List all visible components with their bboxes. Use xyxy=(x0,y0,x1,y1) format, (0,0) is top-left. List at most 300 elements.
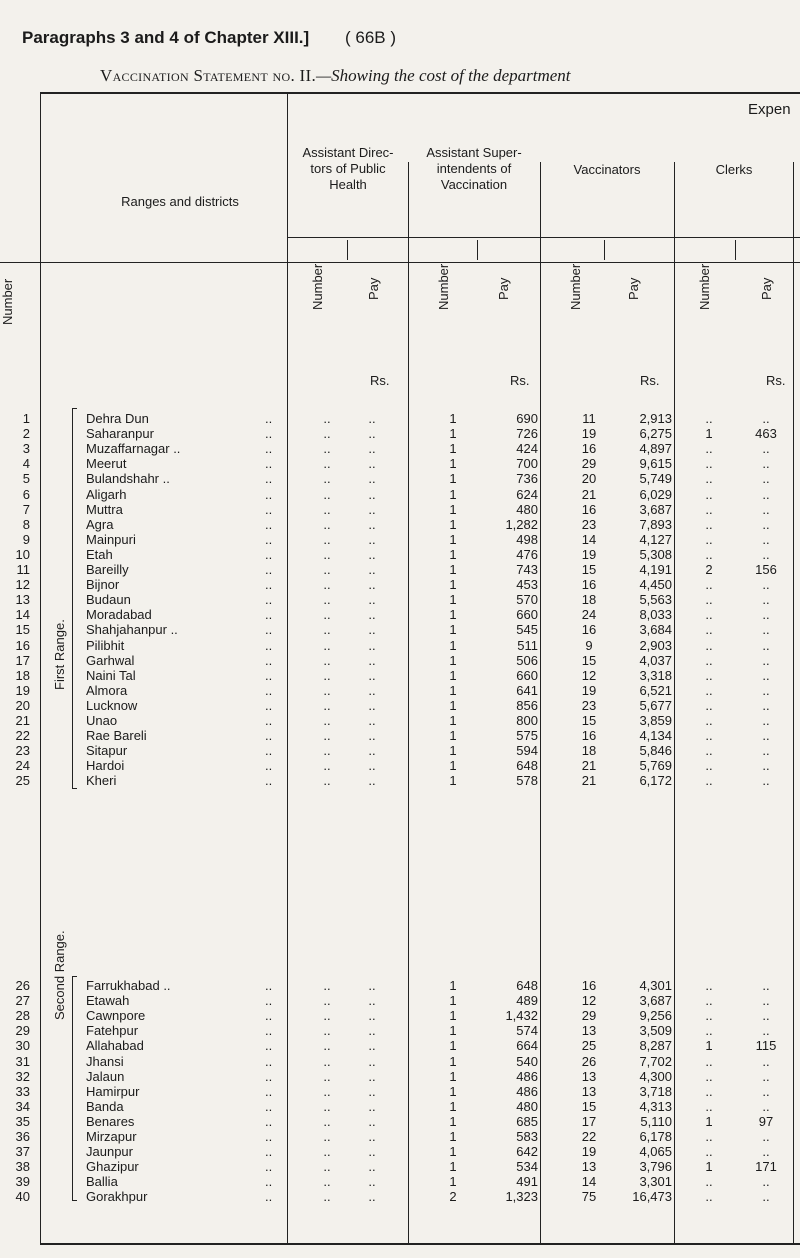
vaccinator-number: 18 xyxy=(581,743,597,759)
asst-director-number: .. xyxy=(323,697,331,713)
asst-director-pay: .. xyxy=(368,1068,376,1084)
district-name: Garhwal xyxy=(86,652,135,668)
asst-director-pay: .. xyxy=(368,697,376,713)
asst-super-number: 1 xyxy=(449,1038,457,1054)
row-number: 6 xyxy=(22,486,30,502)
asst-director-pay: .. xyxy=(368,501,376,517)
asst-director-number: .. xyxy=(323,1189,331,1205)
row-number: 2 xyxy=(22,426,30,442)
asst-director-number: .. xyxy=(323,486,331,502)
asst-director-pay: .. xyxy=(368,411,376,426)
asst-director-pay: .. xyxy=(368,1083,376,1099)
clerk-pay: .. xyxy=(762,682,770,698)
asst-super-pay: 642 xyxy=(516,1144,538,1160)
row-number: 21 xyxy=(15,713,30,728)
asst-super-number: 2 xyxy=(449,1189,457,1205)
clerk-pay: .. xyxy=(762,993,770,1009)
vaccinator-number: 15 xyxy=(581,562,597,577)
table-row xyxy=(0,1189,800,1206)
asst-super-pay: 491 xyxy=(516,1174,538,1190)
asst-super-pay: 534 xyxy=(516,1159,538,1175)
sub-rule-a xyxy=(347,240,348,260)
col-vaccinators: Vaccinators xyxy=(573,162,641,177)
asst-director-pay: .. xyxy=(368,652,376,668)
sub-rule-d xyxy=(735,240,736,260)
row-number: 34 xyxy=(15,1098,30,1114)
asst-super-number: 1 xyxy=(449,486,457,502)
row-number: 31 xyxy=(15,1053,30,1069)
district-name: Etah xyxy=(86,546,113,562)
leader-dots: .. xyxy=(265,713,273,728)
asst-super-number: 1 xyxy=(449,501,457,517)
district-name: Meerut xyxy=(86,456,127,472)
district-name: Muzaffarnagar .. xyxy=(86,441,181,457)
leader-dots: .. xyxy=(265,607,273,623)
page-number: ( 66B ) xyxy=(345,28,397,47)
asst-director-number: .. xyxy=(323,1008,331,1024)
clerk-number: .. xyxy=(705,471,713,487)
vaccinator-number: 15 xyxy=(581,652,597,668)
vaccinator-pay: 4,301 xyxy=(639,978,672,993)
vaccinator-pay: 9,615 xyxy=(639,456,672,472)
vaccinator-pay: 6,029 xyxy=(639,486,672,502)
vaccinator-pay: 2,903 xyxy=(639,637,672,653)
asst-super-pay: 800 xyxy=(516,713,538,728)
clerk-number: .. xyxy=(705,1053,713,1069)
first-range-label: First Range. xyxy=(52,619,67,690)
district-name: Jaunpur xyxy=(86,1144,133,1160)
vaccinator-pay: 6,172 xyxy=(639,773,672,789)
row-number: 27 xyxy=(15,993,30,1009)
asst-director-pay: .. xyxy=(368,577,376,593)
vaccinator-number: 20 xyxy=(581,471,597,487)
vaccinator-number: 14 xyxy=(581,531,597,547)
col-ranges: Ranges and districts xyxy=(121,194,239,209)
asst-director-pay: .. xyxy=(368,993,376,1009)
clerk-number: .. xyxy=(705,713,713,728)
asst-super-pay: 578 xyxy=(516,773,538,789)
leader-dots: .. xyxy=(265,562,273,577)
clerk-number: .. xyxy=(705,978,713,993)
sub-number-1: Number xyxy=(310,263,325,310)
asst-super-pay: 486 xyxy=(516,1083,538,1099)
leader-dots: .. xyxy=(265,667,273,683)
district-name: Fatehpur xyxy=(86,1023,139,1039)
asst-super-number: 1 xyxy=(449,622,457,638)
asst-super-pay: 743 xyxy=(516,562,538,577)
sub-rule-b xyxy=(477,240,478,260)
vaccinator-pay: 4,313 xyxy=(639,1098,672,1114)
leader-dots: .. xyxy=(265,1023,273,1039)
asst-super-number: 1 xyxy=(449,1113,457,1129)
table-row xyxy=(0,773,800,790)
asst-super-pay: 583 xyxy=(516,1129,538,1144)
asst-director-number: .. xyxy=(323,743,331,759)
asst-super-pay: 624 xyxy=(516,486,538,502)
clerk-pay: .. xyxy=(762,1098,770,1114)
leader-dots: .. xyxy=(265,978,273,993)
asst-super-number: 1 xyxy=(449,682,457,698)
asst-director-number: .. xyxy=(323,501,331,517)
header-bottom-rule xyxy=(0,262,800,263)
table-top-rule xyxy=(40,92,800,94)
asst-super-pay: 574 xyxy=(516,1023,538,1039)
vaccinator-number: 24 xyxy=(581,607,597,623)
row-number: 36 xyxy=(15,1129,30,1144)
clerk-pay: .. xyxy=(762,622,770,638)
asst-director-number: .. xyxy=(323,652,331,668)
asst-super-number: 1 xyxy=(449,607,457,623)
asst-director-number: .. xyxy=(323,993,331,1009)
row-number: 3 xyxy=(22,441,30,457)
clerk-pay: .. xyxy=(762,773,770,789)
leader-dots: .. xyxy=(265,1098,273,1114)
vaccinator-number: 19 xyxy=(581,426,597,442)
asst-super-pay: 690 xyxy=(516,411,538,426)
col-asst-directors: Assistant Direc- tors of Public Health xyxy=(302,145,394,192)
asst-super-pay: 498 xyxy=(516,531,538,547)
asst-director-number: .. xyxy=(323,592,331,608)
clerk-pay: .. xyxy=(762,1023,770,1039)
row-number: 8 xyxy=(22,516,30,532)
asst-director-pay: .. xyxy=(368,713,376,728)
unit-rs-2: Rs. xyxy=(510,373,530,388)
asst-super-number: 1 xyxy=(449,531,457,547)
clerk-pay: .. xyxy=(762,486,770,502)
district-name: Ballia xyxy=(86,1174,118,1190)
vaccinator-pay: 3,796 xyxy=(639,1159,672,1175)
clerk-pay: .. xyxy=(762,667,770,683)
leader-dots: .. xyxy=(265,486,273,502)
asst-director-number: .. xyxy=(323,456,331,472)
asst-director-pay: .. xyxy=(368,978,376,993)
district-name: Mirzapur xyxy=(86,1129,137,1144)
asst-director-number: .. xyxy=(323,622,331,638)
district-name: Lucknow xyxy=(86,697,138,713)
sub-pay-2: Pay xyxy=(496,277,511,300)
sub-pay-4: Pay xyxy=(759,277,774,300)
district-name: Unao xyxy=(86,713,118,728)
clerk-number: .. xyxy=(705,1189,713,1205)
district-name: Sitapur xyxy=(86,743,128,759)
vaccinator-pay: 8,287 xyxy=(639,1038,672,1054)
asst-director-pay: .. xyxy=(368,637,376,653)
clerk-number: .. xyxy=(705,456,713,472)
asst-super-pay: 424 xyxy=(516,441,538,457)
subheader-rule xyxy=(287,237,800,238)
asst-super-pay: 480 xyxy=(516,501,538,517)
asst-super-pay: 476 xyxy=(516,546,538,562)
asst-director-number: .. xyxy=(323,758,331,774)
asst-director-number: .. xyxy=(323,978,331,993)
clerk-number: .. xyxy=(705,773,713,789)
vaccinator-number: 13 xyxy=(581,1023,597,1039)
vaccinator-pay: 4,300 xyxy=(639,1068,672,1084)
sub-pay-3: Pay xyxy=(626,277,641,300)
asst-super-number: 1 xyxy=(449,773,457,789)
asst-super-pay: 489 xyxy=(516,993,538,1009)
vaccinator-pay: 5,749 xyxy=(639,471,672,487)
clerk-pay: .. xyxy=(762,607,770,623)
chapter-reference: Paragraphs 3 and 4 of Chapter XIII.] xyxy=(22,28,310,47)
asst-director-number: .. xyxy=(323,607,331,623)
asst-super-number: 1 xyxy=(449,743,457,759)
leader-dots: .. xyxy=(265,1129,273,1144)
vaccinator-pay: 9,256 xyxy=(639,1008,672,1024)
vaccinator-pay: 4,065 xyxy=(639,1144,672,1160)
sub-number-2: Number xyxy=(436,263,451,310)
clerk-number: .. xyxy=(705,501,713,517)
asst-director-number: .. xyxy=(323,637,331,653)
clerk-number: .. xyxy=(705,577,713,593)
clerk-number: .. xyxy=(705,1098,713,1114)
vaccinator-number: 26 xyxy=(581,1053,597,1069)
vaccinator-pay: 8,033 xyxy=(639,607,672,623)
asst-super-number: 1 xyxy=(449,456,457,472)
vaccinator-pay: 7,893 xyxy=(639,516,672,532)
vaccinator-pay: 2,913 xyxy=(639,411,672,426)
asst-super-pay: 1,323 xyxy=(505,1189,538,1205)
leader-dots: .. xyxy=(265,1038,273,1054)
asst-director-pay: .. xyxy=(368,1053,376,1069)
vaccinator-pay: 6,178 xyxy=(639,1129,672,1144)
asst-super-number: 1 xyxy=(449,1068,457,1084)
clerk-number: .. xyxy=(705,652,713,668)
asst-director-pay: .. xyxy=(368,486,376,502)
vaccinator-number: 19 xyxy=(581,546,597,562)
asst-super-pay: 660 xyxy=(516,667,538,683)
row-number: 38 xyxy=(15,1159,30,1175)
asst-super-number: 1 xyxy=(449,577,457,593)
row-number: 25 xyxy=(15,773,30,789)
asst-super-number: 1 xyxy=(449,516,457,532)
row-number: 14 xyxy=(15,607,30,623)
clerk-number: 1 xyxy=(705,1159,713,1175)
asst-super-pay: 648 xyxy=(516,978,538,993)
asst-director-pay: .. xyxy=(368,622,376,638)
clerk-number: .. xyxy=(705,993,713,1009)
clerk-number: .. xyxy=(705,622,713,638)
clerk-pay: .. xyxy=(762,697,770,713)
row-number: 20 xyxy=(15,697,30,713)
asst-director-pay: .. xyxy=(368,456,376,472)
asst-super-number: 1 xyxy=(449,546,457,562)
vaccinator-pay: 4,897 xyxy=(639,441,672,457)
vaccinator-pay: 16,473 xyxy=(632,1189,672,1205)
leader-dots: .. xyxy=(265,637,273,653)
vaccinator-number: 16 xyxy=(581,978,597,993)
row-number: 37 xyxy=(15,1144,30,1160)
unit-rs-1: Rs. xyxy=(370,373,390,388)
asst-director-number: .. xyxy=(323,531,331,547)
district-name: Gorakhpur xyxy=(86,1189,148,1205)
clerk-number: .. xyxy=(705,667,713,683)
asst-super-number: 1 xyxy=(449,993,457,1009)
asst-director-number: .. xyxy=(323,1129,331,1144)
vaccinator-number: 75 xyxy=(581,1189,597,1205)
clerk-pay: .. xyxy=(762,1174,770,1190)
clerk-pay: .. xyxy=(762,1008,770,1024)
clerk-number: .. xyxy=(705,486,713,502)
vaccinator-number: 18 xyxy=(581,592,597,608)
asst-super-number: 1 xyxy=(449,728,457,744)
asst-super-number: 1 xyxy=(449,713,457,728)
asst-super-number: 1 xyxy=(449,978,457,993)
vaccinator-number: 12 xyxy=(581,993,597,1009)
asst-super-number: 1 xyxy=(449,1083,457,1099)
asst-director-pay: .. xyxy=(368,743,376,759)
district-name: Kheri xyxy=(86,773,117,789)
district-name: Dehra Dun xyxy=(86,411,149,426)
clerk-number: .. xyxy=(705,592,713,608)
vaccinator-number: 16 xyxy=(581,622,597,638)
asst-super-pay: 736 xyxy=(516,471,538,487)
sub-number-3: Number xyxy=(568,263,583,310)
row-number: 19 xyxy=(15,682,30,698)
vaccinator-pay: 4,191 xyxy=(639,562,672,577)
vaccinator-number: 11 xyxy=(582,411,596,426)
row-number: 1 xyxy=(22,411,30,426)
asst-super-pay: 511 xyxy=(517,637,538,653)
district-name: Shahjahanpur .. xyxy=(86,622,178,638)
asst-director-pay: .. xyxy=(368,1129,376,1144)
vaccinator-number: 29 xyxy=(581,1008,597,1024)
vaccinator-number: 14 xyxy=(581,1174,597,1190)
asst-super-number: 1 xyxy=(449,1129,457,1144)
leader-dots: .. xyxy=(265,1113,273,1129)
vaccinator-pay: 3,318 xyxy=(639,667,672,683)
asst-director-number: .. xyxy=(323,1098,331,1114)
row-number: 16 xyxy=(15,637,30,653)
asst-director-pay: .. xyxy=(368,1189,376,1205)
clerk-number: .. xyxy=(705,516,713,532)
clerk-number: .. xyxy=(705,1144,713,1160)
clerk-number: .. xyxy=(705,728,713,744)
clerk-number: 1 xyxy=(705,426,713,442)
clerk-pay: .. xyxy=(762,1053,770,1069)
leader-dots: .. xyxy=(265,471,273,487)
second-range-brace-top xyxy=(72,976,77,977)
vaccinator-number: 13 xyxy=(581,1068,597,1084)
clerk-number: .. xyxy=(705,637,713,653)
clerk-number: .. xyxy=(705,743,713,759)
district-name: Bulandshahr .. xyxy=(86,471,170,487)
asst-director-number: .. xyxy=(323,426,331,442)
asst-super-pay: 1,432 xyxy=(505,1008,538,1024)
asst-super-number: 1 xyxy=(449,1098,457,1114)
clerk-number: 1 xyxy=(705,1038,713,1054)
row-number: 33 xyxy=(15,1083,30,1099)
clerk-pay: .. xyxy=(762,592,770,608)
leader-dots: .. xyxy=(265,1068,273,1084)
leader-dots: .. xyxy=(265,411,273,426)
district-name: Allahabad xyxy=(86,1038,144,1054)
clerk-number: .. xyxy=(705,441,713,457)
asst-super-number: 1 xyxy=(449,1023,457,1039)
district-name: Hamirpur xyxy=(86,1083,140,1099)
clerk-number: .. xyxy=(705,607,713,623)
asst-director-pay: .. xyxy=(368,1113,376,1129)
asst-director-number: .. xyxy=(323,562,331,577)
vaccinator-number: 21 xyxy=(581,758,597,774)
asst-super-pay: 575 xyxy=(516,728,538,744)
clerk-pay: .. xyxy=(762,471,770,487)
asst-director-number: .. xyxy=(323,1113,331,1129)
row-number: 17 xyxy=(15,652,30,668)
asst-director-pay: .. xyxy=(368,758,376,774)
district-name: Agra xyxy=(86,516,114,532)
page-title xyxy=(100,66,571,86)
clerk-pay: .. xyxy=(762,728,770,744)
asst-director-pay: .. xyxy=(368,516,376,532)
asst-director-pay: .. xyxy=(368,667,376,683)
leader-dots: .. xyxy=(265,1083,273,1099)
row-number: 18 xyxy=(15,667,30,683)
asst-super-number: 1 xyxy=(449,411,457,426)
asst-director-number: .. xyxy=(323,1174,331,1190)
vaccinator-number: 16 xyxy=(581,441,597,457)
asst-director-number: .. xyxy=(323,516,331,532)
clerk-number: .. xyxy=(705,1083,713,1099)
asst-director-pay: .. xyxy=(368,592,376,608)
clerk-pay: .. xyxy=(762,441,770,457)
vaccinator-pay: 3,301 xyxy=(639,1174,672,1190)
asst-super-pay: 506 xyxy=(516,652,538,668)
district-name: Muttra xyxy=(86,501,123,517)
asst-director-pay: .. xyxy=(368,773,376,789)
row-number: 4 xyxy=(22,456,30,472)
vaccinator-pay: 5,769 xyxy=(639,758,672,774)
asst-director-pay: .. xyxy=(368,426,376,442)
asst-director-number: .. xyxy=(323,577,331,593)
clerk-number: .. xyxy=(705,1174,713,1190)
asst-super-pay: 660 xyxy=(516,607,538,623)
expenditure-label: Expen xyxy=(748,101,791,118)
vaccinator-pay: 4,127 xyxy=(639,531,672,547)
vaccinator-pay: 3,687 xyxy=(639,993,672,1009)
asst-director-number: .. xyxy=(323,1083,331,1099)
col-number: Number xyxy=(0,278,15,325)
asst-super-number: 1 xyxy=(449,697,457,713)
asst-super-pay: 545 xyxy=(516,622,538,638)
leader-dots: .. xyxy=(265,1174,273,1190)
vaccinator-number: 12 xyxy=(581,667,597,683)
asst-super-number: 1 xyxy=(449,637,457,653)
vaccinator-number: 13 xyxy=(581,1159,597,1175)
district-name: Naini Tal xyxy=(86,667,136,683)
vaccinator-pay: 7,702 xyxy=(639,1053,672,1069)
leader-dots: .. xyxy=(265,592,273,608)
clerk-pay: .. xyxy=(762,1068,770,1084)
asst-director-pay: .. xyxy=(368,562,376,577)
leader-dots: .. xyxy=(265,993,273,1009)
clerk-number: .. xyxy=(705,546,713,562)
row-number: 35 xyxy=(15,1113,30,1129)
asst-director-pay: .. xyxy=(368,1023,376,1039)
leader-dots: .. xyxy=(265,697,273,713)
asst-director-pay: .. xyxy=(368,1174,376,1190)
asst-super-number: 1 xyxy=(449,471,457,487)
leader-dots: .. xyxy=(265,728,273,744)
clerk-pay: .. xyxy=(762,546,770,562)
vaccinator-number: 16 xyxy=(581,728,597,744)
vaccinator-pay: 5,110 xyxy=(640,1113,672,1129)
clerk-number: .. xyxy=(705,411,713,426)
leader-dots: .. xyxy=(265,758,273,774)
clerk-pay: 115 xyxy=(755,1038,777,1054)
clerk-number: 1 xyxy=(705,1113,713,1129)
first-range-brace-top xyxy=(72,408,77,409)
